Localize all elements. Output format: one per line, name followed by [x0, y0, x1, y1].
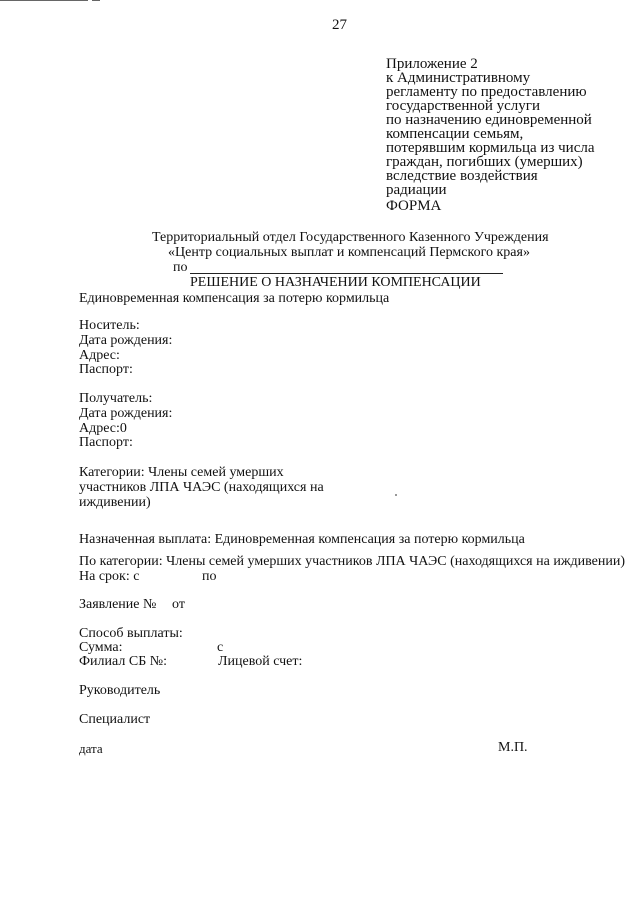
carrier-birth-label: Дата рождения:	[79, 333, 173, 348]
org-line-3: по	[173, 260, 188, 275]
appendix-line-1: Приложение 2	[386, 56, 478, 72]
scan-edge-line	[0, 0, 88, 1]
term-label: На срок: с	[79, 569, 140, 584]
payment-branch-label: Филиал СБ №:	[79, 654, 167, 669]
form-label: ФОРМА	[386, 198, 442, 214]
payment-sum-label: Сумма:	[79, 640, 123, 655]
payment-account-label: Лицевой счет:	[218, 654, 303, 669]
appendix-line-4: государственной услуги	[386, 98, 540, 114]
recipient-label: Получатель:	[79, 391, 153, 406]
head-label: Руководитель	[79, 683, 161, 698]
org-line-2: «Центр социальных выплат и компенсаций Пермского края»	[168, 245, 530, 260]
categories-line-2: участников ЛПА ЧАЭС (находящихся на	[79, 480, 324, 495]
carrier-label: Носитель:	[79, 318, 140, 333]
payment-sum-from: с	[217, 640, 224, 655]
payment-method-label: Способ выплаты:	[79, 626, 183, 641]
org-underline	[190, 273, 503, 274]
stamp-label: М.П.	[498, 740, 528, 755]
recipient-birth-label: Дата рождения:	[79, 406, 173, 421]
term-to-label: по	[202, 569, 217, 584]
categories-line-1: Категории: Члены семей умерших	[79, 465, 284, 480]
categories-line-3: иждивении)	[79, 495, 151, 510]
date-label: дата	[79, 741, 103, 756]
decision-title: РЕШЕНИЕ О НАЗНАЧЕНИИ КОМПЕНСАЦИИ	[190, 275, 481, 290]
appendix-line-9: вследствие воздействия	[386, 168, 538, 184]
appendix-line-6: компенсации семьям,	[386, 126, 524, 142]
appendix-line-8: граждан, погибших (умерших)	[386, 154, 583, 170]
assigned-payment: Назначенная выплата: Единовременная компенсация за потерю кормильца	[79, 532, 525, 547]
compensation-type: Единовременная компенсация за потерю кормильца	[79, 291, 390, 306]
appendix-line-10: радиации	[386, 182, 447, 198]
appendix-line-5: по назначению единовременной	[386, 112, 592, 128]
recipient-passport-label: Паспорт:	[79, 435, 133, 450]
appendix-line-3: регламенту по предоставлению	[386, 84, 587, 100]
org-line-1: Территориальный отдел Государственного Казенного Учреждения	[152, 230, 549, 245]
page-number: 27	[332, 17, 347, 33]
by-category: По категории: Члены семей умерших участников ЛПА ЧАЭС (находящихся на иждивении)	[79, 554, 625, 569]
carrier-address-label: Адрес:	[79, 348, 120, 363]
scan-edge-line-short	[92, 0, 100, 1]
appendix-line-2: к Административному	[386, 70, 531, 86]
carrier-passport-label: Паспорт:	[79, 362, 133, 377]
appendix-line-7: потерявшим кормильца из числа	[386, 140, 595, 156]
application-label: Заявление №	[79, 597, 157, 612]
application-from-label: от	[172, 597, 185, 612]
specialist-label: Специалист	[79, 712, 151, 727]
recipient-address-label: Адрес:0	[79, 421, 127, 436]
scan-speck	[395, 494, 397, 496]
